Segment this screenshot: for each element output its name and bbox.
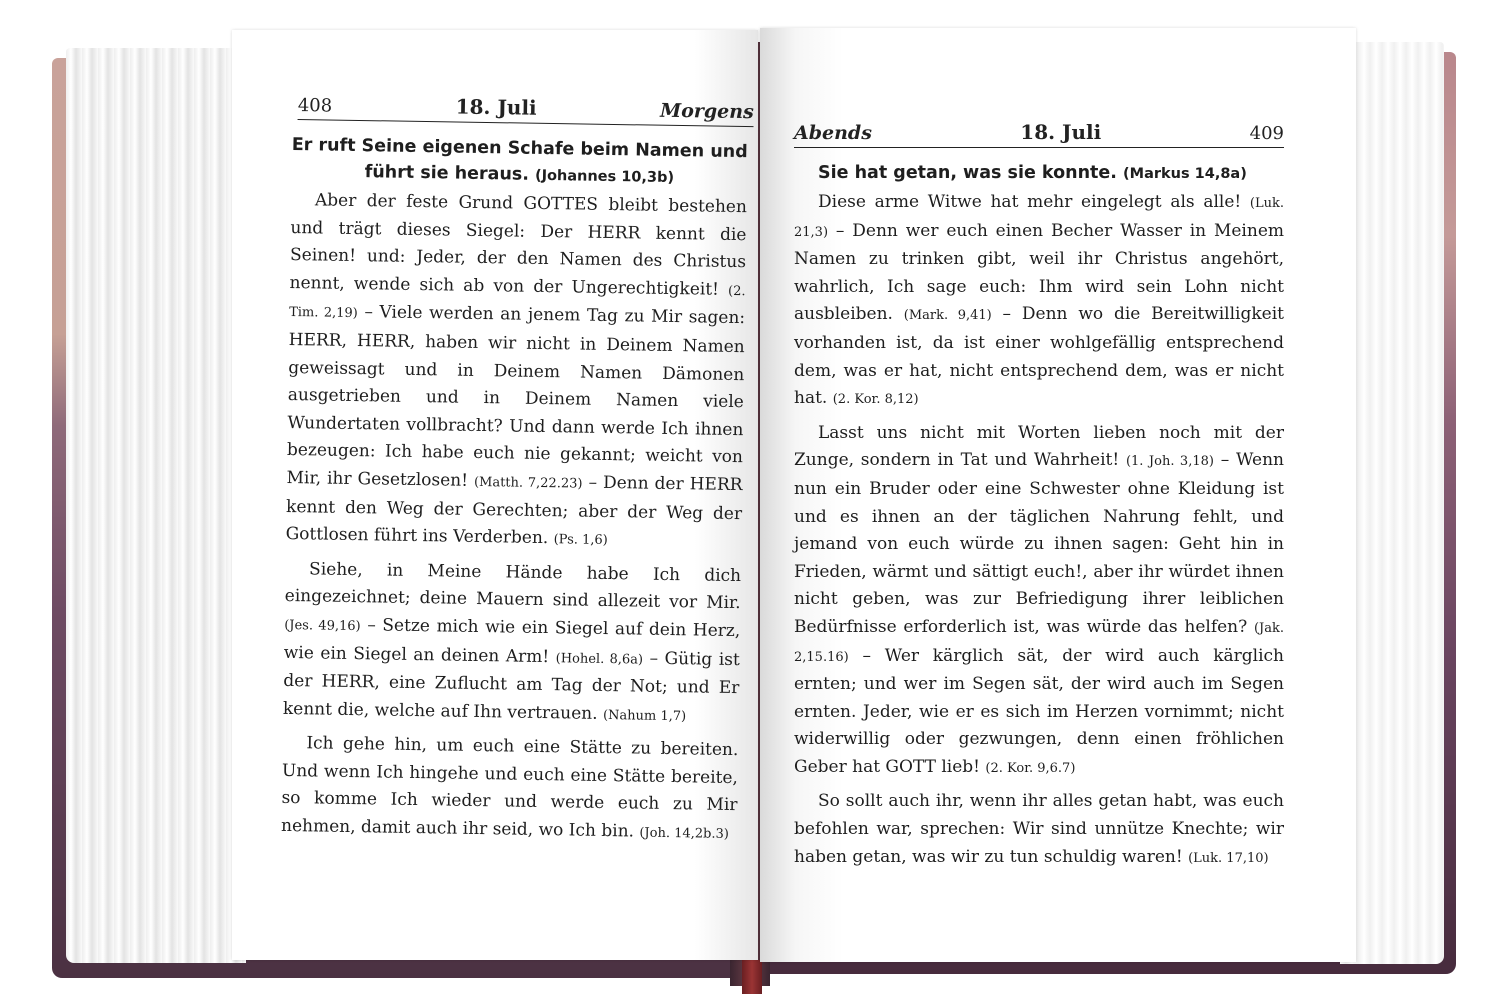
body-text: – Denn der HERR kennt den Weg der Gerechten; aber der Weg der Gottlosen führt ins Verderben.: [285, 472, 743, 549]
page-number: 409: [1249, 123, 1284, 144]
text-paragraph: [281, 730, 739, 849]
paragraphs: [794, 189, 1284, 872]
body-text: – Denn wo die Bereitwilligkeit vorhanden ist, da ist einer wohlgefällig entsprechend dem, was er hat, nicht entsprechend dem, was er nicht hat.: [794, 304, 1284, 409]
scripture-reference: (Jes. 49,16): [284, 617, 361, 635]
text-paragraph: [794, 420, 1284, 783]
scripture-reference: (Luk. 17,10): [1188, 850, 1269, 866]
scripture-reference: (Mark. 9,41): [903, 308, 992, 324]
text-paragraph: [794, 189, 1284, 414]
body-text: – Wer kärglich sät, der wird auch kärglich ernten; und wer im Segen sät, der wird auch im Segen ernten. Jeder, wie er es sich im Herzen vornimmt; nicht widerwillig oder gezwungen, denn einen fröhlichen Geber hat GOTT lieb!: [794, 645, 1284, 777]
body-text: Aber der feste Grund GOTTES bleibt bestehen und trägt dieses Siegel: Der HERR kennt die Seinen! und: Jeder, der den Namen des Christus nennt, wende sich ab von der Ungerechtigkeit!: [289, 190, 748, 300]
body-text: – Viele werden an jenem Tag zu Mir sagen: HERR, HERR, haben wir nicht in Deinem Namen geweissagt und in Deinem Namen Dämonen ausgetrieben und in Deinem Namen viele Wundertaten vollbracht? Und dann werde Ich ihnen bezeugen: Ich habe euch nie gekannt; weicht von Mir, ihr Gesetzlosen!: [286, 302, 746, 491]
body-text: – Wenn nun ein Bruder oder eine Schwester ohne Kleidung ist und es ihnen an der täglichen Nahrung fehlt, und jemand von euch würde zu ihnen sagen: Geht hin in Frieden, wärmt und sättigt euch!, aber ihr würdet ihnen nicht geben, was zur Befriedigung ihrer leiblichen Bedürfnisse erforderlich ist, was würde das helfen?: [794, 450, 1284, 637]
scripture-reference: (Joh. 14,2b.3): [639, 825, 729, 843]
right-page-header: [794, 120, 1284, 148]
scripture-reference: (1. Joh. 3,18): [1125, 454, 1214, 470]
page-edges-left: [66, 48, 246, 963]
body-text: Siehe, in Meine Hände habe Ich dich eingezeichnet; deine Mauern sind allezeit vor Mir.: [284, 559, 742, 614]
verse-text: Er ruft Seine eigenen Schafe beim Namen und führt sie heraus.: [291, 134, 748, 185]
page-date: 18. Juli: [1020, 120, 1102, 144]
scripture-reference: (Jak. 2,15.16): [794, 620, 1284, 665]
page-date: 18. Juli: [455, 94, 537, 120]
text-paragraph: [285, 187, 747, 557]
time-of-day: Morgens: [659, 99, 754, 124]
scripture-reference: (Ps. 1,6): [553, 532, 608, 549]
time-of-day: Abends: [794, 122, 872, 144]
scripture-reference: (2. Tim. 2,19): [289, 283, 746, 322]
scripture-reference: (Matth. 7,22.23): [473, 474, 583, 492]
body-text: So sollt auch ihr, wenn ihr alles getan habt, was euch befohlen war, sprechen: Wir sind unnütze Knechte; wir haben getan, was wir zu tun schuldig waren!: [794, 791, 1284, 867]
verse-reference: (Markus 14,8a): [1123, 166, 1247, 182]
text-paragraph: [283, 556, 742, 732]
text-paragraph: [794, 788, 1284, 872]
paragraphs: [281, 187, 747, 849]
scripture-reference: (Luk. 21,3): [794, 196, 1284, 240]
verse-reference: (Johannes 10,3b): [534, 167, 675, 187]
verse-heading: [794, 160, 1284, 187]
scripture-reference: (2. Kor. 9,6.7): [985, 760, 1076, 776]
right-page-body: [794, 160, 1284, 872]
body-text: – Denn wer euch einen Becher Wasser in Meinem Namen zu trinken gibt, weil ihr Christus angehört, wahrlich, Ich sage euch: Ihm wird sein Lohn nicht ausbleiben.: [794, 220, 1284, 325]
bookmark-ribbon: [742, 960, 762, 994]
body-text: Diese arme Witwe hat mehr eingelegt als alle!: [818, 192, 1250, 212]
verse-heading: [291, 132, 748, 192]
body-text: – Setze mich wie ein Siegel auf dein Herz, wie ein Siegel an deinen Arm!: [283, 615, 741, 667]
body-text: Lasst uns nicht mit Worten lieben noch mit der Zunge, sondern in Tat und Wahrheit!: [794, 422, 1284, 471]
page-number: 408: [297, 94, 333, 117]
scripture-reference: (2. Kor. 8,12): [832, 392, 919, 408]
body-text: – Gütig ist der HERR, eine Zuflucht am Tag der Not; und Er kennt die, welche auf Ihn vertrauen.: [282, 648, 740, 724]
body-text: Ich gehe hin, um euch eine Stätte zu bereiten. Und wenn Ich hingehe und euch eine Stätte bereite, so komme Ich wieder und werde euch zu Mir nehmen, damit auch ihr seid, wo Ich bin.: [280, 733, 739, 842]
verse-text: Sie hat getan, was sie konnte.: [818, 163, 1117, 183]
left-page-body: [281, 132, 748, 849]
scripture-reference: (Nahum 1,7): [602, 707, 687, 724]
scripture-reference: (Hohel. 8,6a): [555, 650, 644, 668]
